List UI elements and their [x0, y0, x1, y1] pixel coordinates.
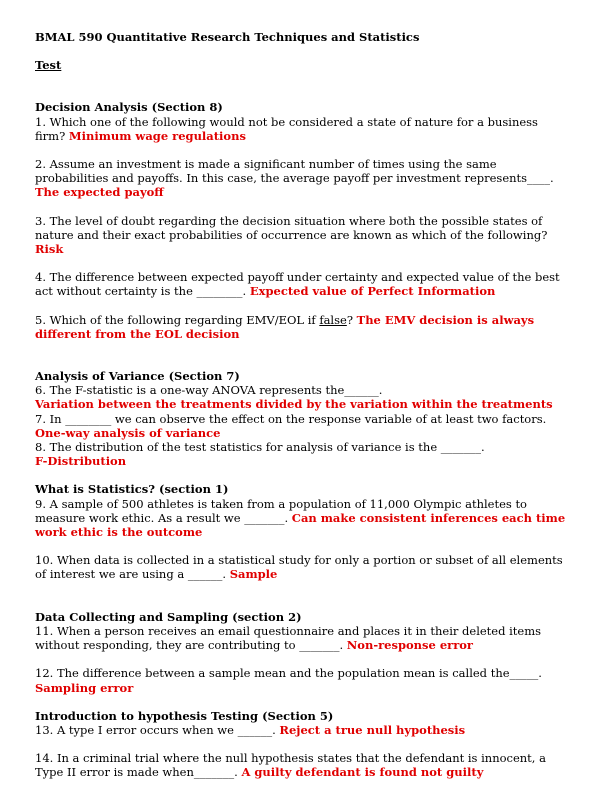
answer-text: Can make consistent inferences each time work ethic is the outcome	[35, 510, 566, 540]
question-text: 9. A sample of 500 athletes is taken from a population of 11,000 Olympic athletes to measure work ethic. As a result we _______.	[35, 496, 527, 525]
section-heading-data-collecting: Data Collecting and Sampling (section 2)	[35, 609, 302, 624]
question-text: 2. Assume an investment is made a significant number of times using the same probabilities and payoffs. In this case, the average payoff per investment represents____.	[35, 157, 554, 186]
section-heading-decision-analysis: Decision Analysis (Section 8)	[35, 100, 223, 115]
question-text: 11. When a person receives an email questionnaire and places it in their deleted items without responding, they are contributing to _______.	[35, 623, 542, 653]
document-subtitle: Test	[35, 58, 62, 73]
question-text: 13. A type I error occurs when we ______.	[35, 722, 280, 737]
question-4	[35, 270, 570, 298]
question-8	[35, 440, 570, 454]
question-5	[35, 313, 570, 341]
question-1	[35, 115, 570, 143]
question-text: 12. The difference between a sample mean and the population mean is called the_____.	[35, 666, 542, 681]
question-10	[35, 553, 570, 581]
section-heading-anova: Analysis of Variance (Section 7)	[35, 369, 240, 384]
question-14	[35, 751, 570, 779]
document-title: BMAL 590 Quantitative Research Techniques and Statistics	[35, 30, 420, 44]
answer-text: Minimum wage regulations	[68, 128, 246, 143]
document-page	[35, 30, 570, 780]
question-text: 1. Which one of the following would not be considered a state of nature for a business firm?	[35, 114, 538, 143]
answer-6: Variation between the treatments divided by the variation within the treatments	[35, 397, 553, 412]
question-text: 7. In ________ we can observe the effect on the response variable of at least two factors.	[35, 411, 547, 426]
question-text-underlined: false	[319, 312, 347, 327]
answer-text: Sample	[229, 567, 278, 582]
answer-text: Expected value of Perfect Information	[249, 284, 496, 299]
question-text: 10. When data is collected in a statistical study for only a portion or subset of all elements of interest we are using a ______.	[35, 553, 563, 582]
section-heading-what-is-statistics: What is Statistics? (section 1)	[35, 482, 229, 497]
question-6	[35, 383, 570, 397]
question-12	[35, 666, 570, 694]
answer-text: Non-response error	[346, 638, 473, 653]
question-text: ?	[346, 312, 357, 327]
answer-text: The expected payoff	[35, 185, 164, 200]
answer-text: A guilty defendant is found not guilty	[241, 765, 484, 780]
question-text: 14. In a criminal trial where the null hypothesis states that the defendant is innocent, a Type II error is made when_______.	[35, 751, 546, 780]
question-3	[35, 214, 570, 257]
question-text: 4. The difference between expected payoff under certainty and expected value of the best act without certainty is the ________.	[35, 270, 560, 299]
answer-8: F-Distribution	[35, 454, 127, 469]
question-text: 6. The F-statistic is a one-way ANOVA represents the______.	[35, 383, 383, 398]
section-heading-hypothesis-testing: Introduction to hypothesis Testing (Section 5)	[35, 708, 334, 723]
answer-text: Reject a true null hypothesis	[279, 722, 466, 737]
answer-7: One-way analysis of variance	[35, 425, 221, 440]
question-text: 8. The distribution of the test statistics for analysis of variance is the _______.	[35, 440, 485, 455]
question-2	[35, 157, 570, 200]
answer-text: Risk	[35, 242, 64, 257]
answer-text: The EMV decision is always different from the EOL decision	[35, 312, 535, 341]
question-9	[35, 497, 570, 540]
answer-text: Sampling error	[35, 680, 134, 695]
question-13	[35, 723, 570, 737]
question-text: 3. The level of doubt regarding the decision situation where both the possible states of nature and their exact probabilities of occurrence are known as which of the following?	[35, 213, 548, 242]
question-7	[35, 412, 570, 426]
question-11	[35, 624, 570, 652]
question-text: 5. Which of the following regarding EMV/EOL if	[35, 312, 320, 327]
